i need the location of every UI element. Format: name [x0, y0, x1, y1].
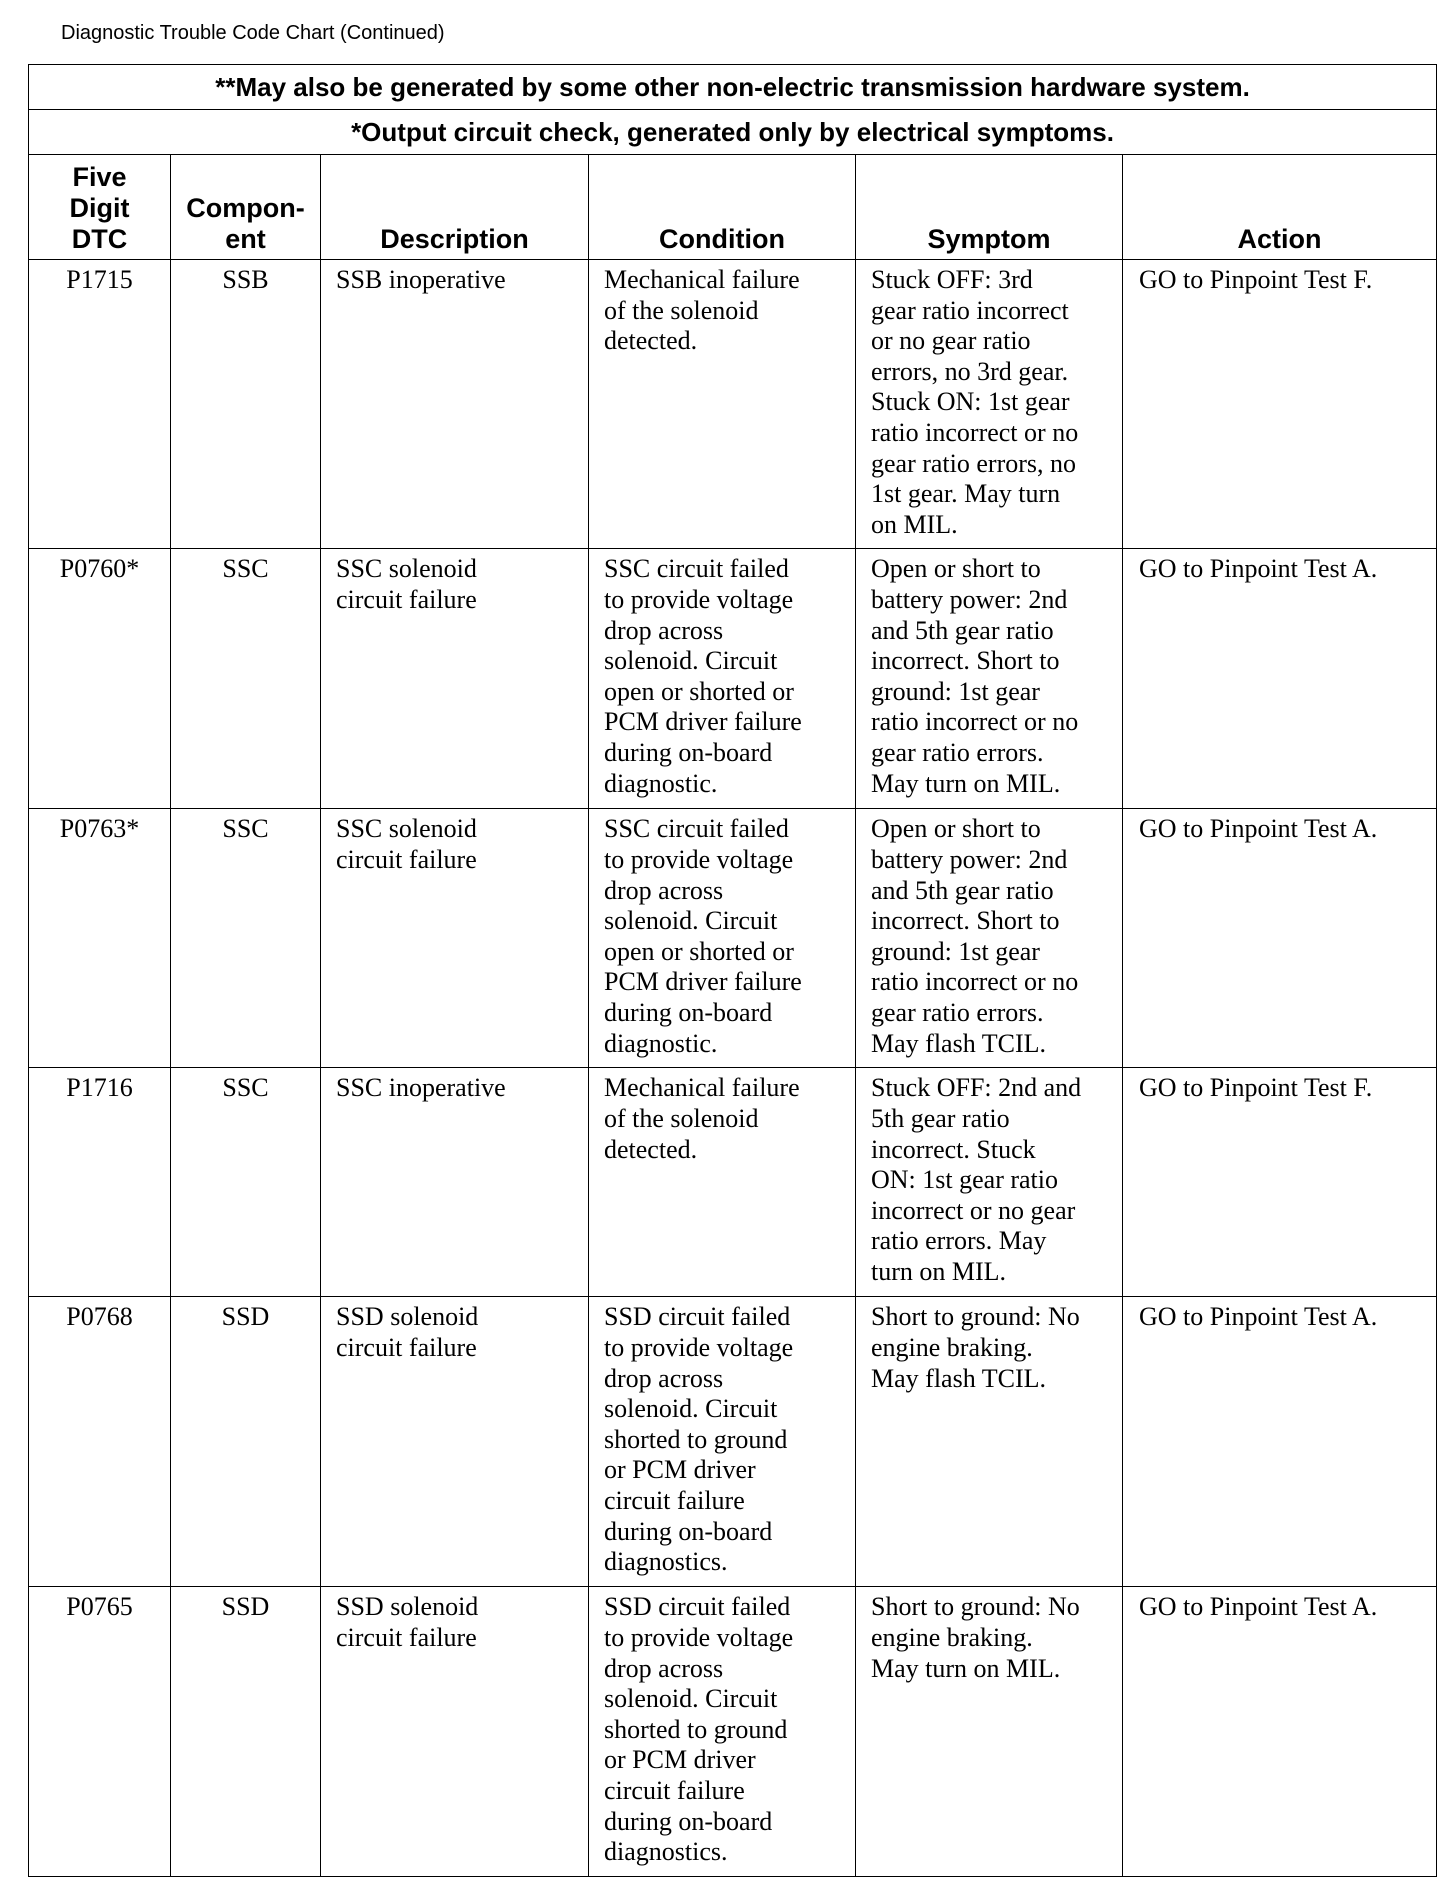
symptom-cell-line: 5th gear ratio	[871, 1103, 1010, 1133]
condition-cell-line: during on-board	[604, 1516, 773, 1546]
dtc-code-cell: P0768	[29, 1297, 171, 1587]
header-component: Compon- ent	[171, 155, 321, 260]
symptom-cell	[856, 260, 1123, 549]
action-cell: GO to Pinpoint Test A.	[1123, 809, 1437, 1068]
description-cell-line: SSC inoperative	[336, 1073, 506, 1103]
symptom-cell-line: and 5th gear ratio	[871, 615, 1054, 645]
description-cell-line: SSC solenoid	[336, 814, 477, 844]
symptom-cell-line: ground: 1st gear	[871, 936, 1040, 966]
action-cell: GO to Pinpoint Test A.	[1123, 1297, 1437, 1587]
symptom-cell-line: Open or short to	[871, 554, 1041, 584]
symptom-cell-line: engine braking.	[871, 1332, 1033, 1362]
note-output-circuit: *Output circuit check, generated only by electrical symptoms.	[29, 110, 1437, 155]
symptom-cell	[856, 1068, 1123, 1297]
condition-cell-line: or PCM driver	[604, 1745, 756, 1775]
condition-cell-line: solenoid. Circuit	[604, 906, 778, 936]
component-cell: SSD	[171, 1587, 321, 1876]
condition-cell-line: during on-board	[604, 1806, 773, 1836]
description-cell-line: SSD solenoid	[336, 1592, 479, 1622]
description-cell	[321, 1297, 589, 1587]
symptom-cell-line: May turn on MIL.	[871, 1653, 1061, 1683]
table-row	[29, 1068, 1437, 1297]
condition-cell-line: diagnostic.	[604, 768, 718, 798]
symptom-cell-line: Stuck OFF: 2nd and	[871, 1073, 1082, 1103]
description-cell	[321, 549, 589, 809]
symptom-cell-line: Open or short to	[871, 814, 1041, 844]
dtc-code-cell: P0765	[29, 1587, 171, 1876]
condition-cell-line: to provide voltage	[604, 1332, 794, 1362]
component-cell: SSB	[171, 260, 321, 549]
symptom-cell-line: incorrect. Short to	[871, 646, 1060, 676]
condition-cell-line: diagnostics.	[604, 1837, 728, 1867]
condition-cell	[589, 809, 856, 1068]
symptom-cell-line: battery power: 2nd	[871, 584, 1068, 614]
description-cell-line: circuit failure	[336, 1622, 477, 1652]
condition-cell-line: to provide voltage	[604, 844, 794, 874]
description-cell	[321, 1068, 589, 1297]
condition-cell-line: Mechanical failure	[604, 265, 800, 294]
description-cell-line: circuit failure	[336, 844, 477, 874]
symptom-cell-line: incorrect. Short to	[871, 906, 1060, 936]
description-cell-line: SSC solenoid	[336, 554, 477, 584]
description-cell	[321, 1587, 589, 1876]
symptom-cell-line: battery power: 2nd	[871, 844, 1068, 874]
condition-cell-line: diagnostic.	[604, 1028, 718, 1058]
symptom-cell-line: May turn on MIL.	[871, 768, 1061, 798]
condition-cell-line: PCM driver failure	[604, 967, 802, 997]
condition-cell-line: to provide voltage	[604, 584, 794, 614]
dtc-code-cell: P1716	[29, 1068, 171, 1297]
condition-cell-line: drop across	[604, 1363, 724, 1393]
note-row-1	[29, 65, 1437, 110]
condition-cell-line: circuit failure	[604, 1775, 745, 1805]
table-row	[29, 1297, 1437, 1587]
symptom-cell-line: gear ratio errors.	[871, 737, 1044, 767]
symptom-cell-line: engine braking.	[871, 1622, 1033, 1652]
condition-cell-line: drop across	[604, 615, 724, 645]
condition-cell-line: or PCM driver	[604, 1455, 756, 1485]
symptom-cell-line: ON: 1st gear ratio	[871, 1165, 1059, 1195]
condition-cell-line: drop across	[604, 1653, 724, 1683]
symptom-cell-line: ratio errors. May	[871, 1226, 1047, 1256]
table-row	[29, 1587, 1437, 1876]
component-cell: SSD	[171, 1297, 321, 1587]
condition-cell-line: solenoid. Circuit	[604, 1684, 778, 1714]
symptom-cell-line: ratio incorrect or no	[871, 707, 1079, 737]
condition-cell-line: Mechanical failure	[604, 1073, 800, 1103]
condition-cell-line: SSC circuit failed	[604, 554, 789, 584]
condition-cell	[589, 549, 856, 809]
header-symptom: Symptom	[856, 155, 1123, 260]
component-cell: SSC	[171, 809, 321, 1068]
condition-cell-line: detected.	[604, 326, 698, 356]
symptom-cell-line: 1st gear. May turn	[871, 479, 1061, 509]
symptom-cell-line: ratio incorrect or no	[871, 967, 1079, 997]
symptom-cell-line: incorrect. Stuck	[871, 1134, 1036, 1164]
header-action: Action	[1123, 155, 1437, 260]
symptom-cell-line: ratio incorrect or no	[871, 417, 1079, 447]
symptom-cell	[856, 1587, 1123, 1876]
action-cell: GO to Pinpoint Test A.	[1123, 549, 1437, 809]
symptom-cell-line: and 5th gear ratio	[871, 875, 1054, 905]
condition-cell	[589, 1297, 856, 1587]
condition-cell-line: of the solenoid	[604, 1103, 759, 1133]
condition-cell-line: to provide voltage	[604, 1622, 794, 1652]
description-cell	[321, 260, 589, 549]
action-cell: GO to Pinpoint Test F.	[1123, 1068, 1437, 1297]
symptom-cell-line: ground: 1st gear	[871, 676, 1040, 706]
symptom-cell	[856, 809, 1123, 1068]
table-row	[29, 260, 1437, 549]
description-cell-line: circuit failure	[336, 1332, 477, 1362]
dtc-code-cell: P0763*	[29, 809, 171, 1068]
condition-cell	[589, 260, 856, 549]
symptom-cell-line: errors, no 3rd gear.	[871, 356, 1069, 386]
symptom-cell-line: or no gear ratio	[871, 326, 1031, 356]
symptom-cell-line: Stuck ON: 1st gear	[871, 387, 1070, 417]
condition-cell	[589, 1587, 856, 1876]
condition-cell-line: diagnostics.	[604, 1547, 728, 1577]
header-description: Description	[321, 155, 589, 260]
description-cell	[321, 809, 589, 1068]
action-cell: GO to Pinpoint Test F.	[1123, 260, 1437, 549]
header-dtc: Five Digit DTC	[29, 155, 171, 260]
condition-cell-line: during on-board	[604, 997, 773, 1027]
symptom-cell-line: May flash TCIL.	[871, 1028, 1046, 1058]
condition-cell-line: SSD circuit failed	[604, 1592, 791, 1622]
symptom-cell	[856, 1297, 1123, 1587]
condition-cell-line: PCM driver failure	[604, 707, 802, 737]
header-row	[29, 155, 1437, 260]
symptom-cell-line: incorrect or no gear	[871, 1195, 1076, 1225]
description-cell-line: SSB inoperative	[336, 265, 506, 294]
symptom-cell	[856, 549, 1123, 809]
component-cell: SSC	[171, 549, 321, 809]
condition-cell-line: solenoid. Circuit	[604, 1394, 778, 1424]
symptom-cell-line: gear ratio incorrect	[871, 295, 1069, 325]
condition-cell-line: circuit failure	[604, 1485, 745, 1515]
symptom-cell-line: turn on MIL.	[871, 1256, 1007, 1286]
symptom-cell-line: on MIL.	[871, 509, 958, 539]
description-cell-line: circuit failure	[336, 584, 477, 614]
description-cell-line: SSD solenoid	[336, 1302, 479, 1332]
symptom-cell-line: Short to ground: No	[871, 1302, 1080, 1332]
condition-cell-line: during on-board	[604, 737, 773, 767]
symptom-cell-line: May flash TCIL.	[871, 1363, 1046, 1393]
symptom-cell-line: gear ratio errors.	[871, 997, 1044, 1027]
condition-cell-line: solenoid. Circuit	[604, 646, 778, 676]
dtc-chart-table	[28, 64, 1437, 1877]
condition-cell-line: open or shorted or	[604, 936, 794, 966]
condition-cell-line: detected.	[604, 1134, 698, 1164]
condition-cell-line: open or shorted or	[604, 676, 794, 706]
dtc-code-cell: P0760*	[29, 549, 171, 809]
symptom-cell-line: gear ratio errors, no	[871, 448, 1077, 478]
symptom-cell-line: Short to ground: No	[871, 1592, 1080, 1622]
symptom-cell-line: Stuck OFF: 3rd	[871, 265, 1033, 294]
condition-cell-line: of the solenoid	[604, 295, 759, 325]
table-row	[29, 549, 1437, 809]
header-condition: Condition	[589, 155, 856, 260]
condition-cell-line: SSD circuit failed	[604, 1302, 791, 1332]
action-cell: GO to Pinpoint Test A.	[1123, 1587, 1437, 1876]
table-row	[29, 809, 1437, 1068]
page-title: Diagnostic Trouble Code Chart (Continued)	[61, 22, 445, 44]
condition-cell-line: SSC circuit failed	[604, 814, 789, 844]
condition-cell-line: drop across	[604, 875, 724, 905]
dtc-code-cell: P1715	[29, 260, 171, 549]
component-cell: SSC	[171, 1068, 321, 1297]
condition-cell	[589, 1068, 856, 1297]
note-hardware: **May also be generated by some other non-electric transmission hardware system.	[29, 65, 1437, 110]
condition-cell-line: shorted to ground	[604, 1424, 788, 1454]
condition-cell-line: shorted to ground	[604, 1714, 788, 1744]
note-row-2	[29, 110, 1437, 155]
